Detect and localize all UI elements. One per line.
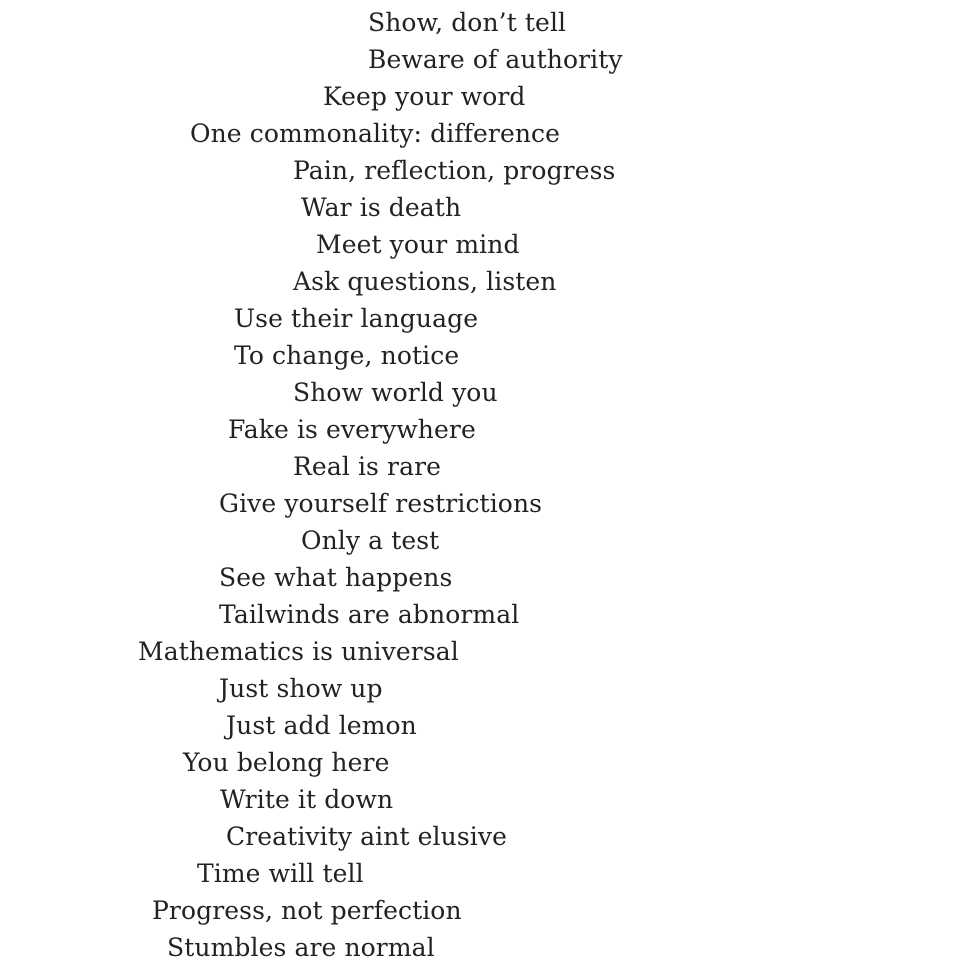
poem-line: Keep your word	[323, 82, 526, 111]
poem-line: Fake is everywhere	[228, 415, 476, 444]
poem-line: Progress, not perfection	[152, 896, 462, 925]
poem-line: Just add lemon	[226, 711, 417, 740]
poem-line: Only a test	[301, 526, 440, 555]
poem-line: Meet your mind	[316, 230, 520, 259]
poem-line: To change, notice	[234, 341, 460, 370]
poem-line: Stumbles are normal	[167, 933, 435, 962]
poem-line: Pain, reflection, progress	[293, 156, 616, 185]
poem-line: Write it down	[220, 785, 394, 814]
poem-line: Time will tell	[197, 859, 364, 888]
poem-line: You belong here	[183, 748, 390, 777]
poem-line: Just show up	[219, 674, 383, 703]
poem-line: Ask questions, listen	[293, 267, 557, 296]
poem-line: One commonality: difference	[190, 119, 561, 148]
poem-line: Use their language	[234, 304, 479, 333]
poem-line: Real is rare	[293, 452, 442, 481]
poem-line: See what happens	[219, 563, 453, 592]
poem-line: Beware of authority	[368, 45, 623, 74]
poem-line: Give yourself restrictions	[219, 489, 543, 518]
poem-line: Show, don’t tell	[368, 8, 567, 37]
poem-line: Mathematics is universal	[138, 637, 459, 666]
poem-line: Tailwinds are abnormal	[219, 600, 520, 629]
poem-line: Show world you	[293, 378, 498, 407]
poem-line: Creativity aint elusive	[226, 822, 507, 851]
poem-line: War is death	[301, 193, 462, 222]
